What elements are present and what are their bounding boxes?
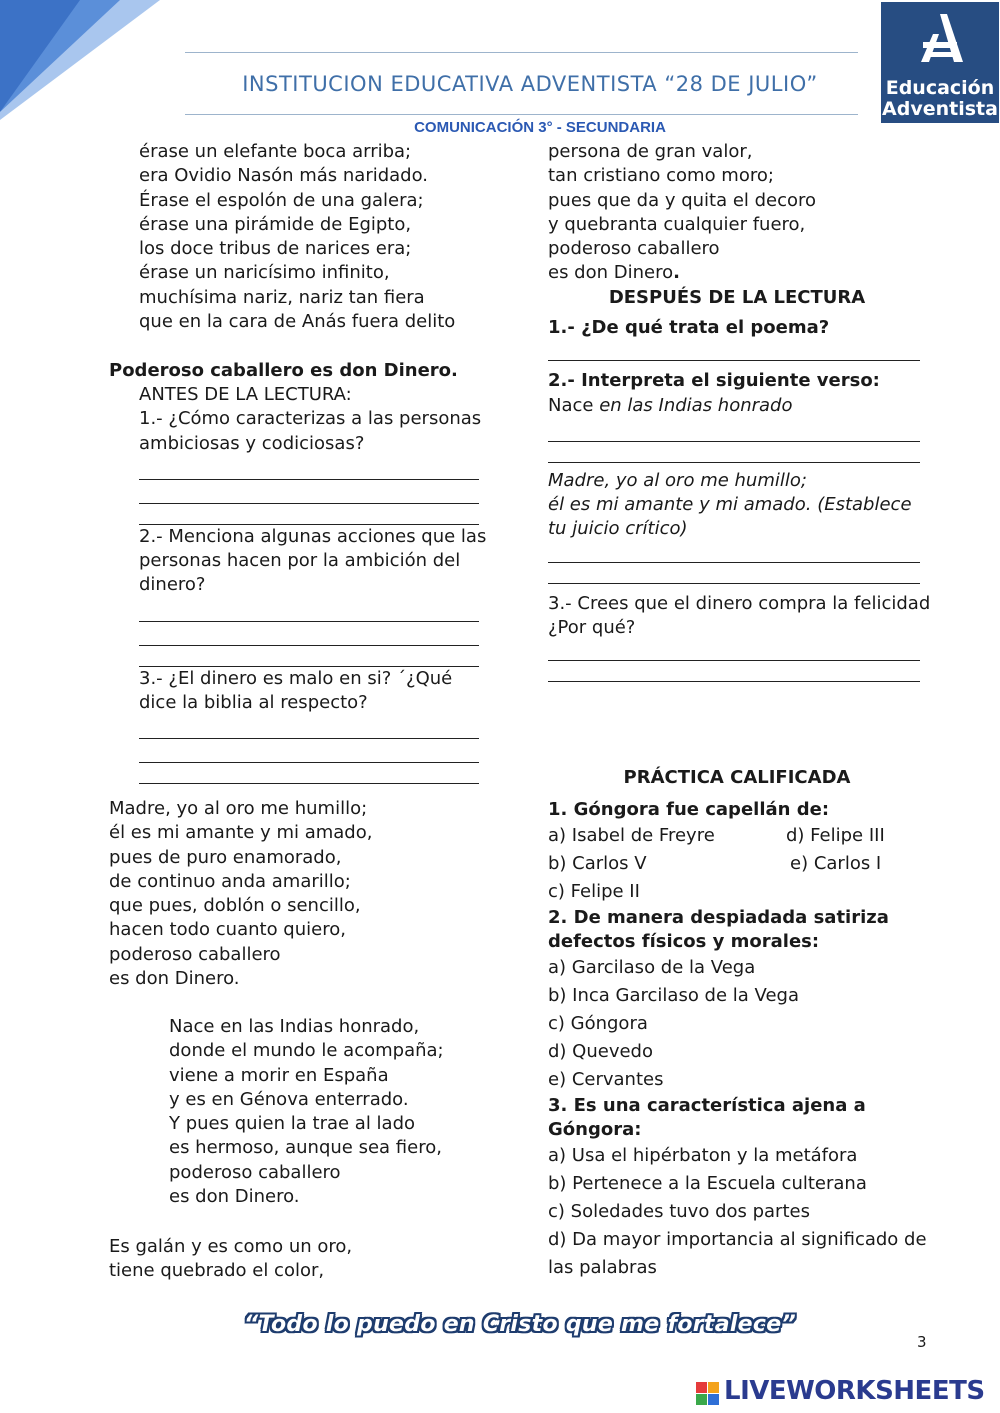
verse: y es en Génova enterrado.	[169, 1088, 409, 1110]
verse: de continuo anda amarillo;	[109, 870, 351, 892]
option-row	[548, 850, 928, 878]
verse: es don Dinero.	[169, 1186, 300, 1208]
brand-name: LIVEWORKSHEETS	[724, 1376, 985, 1406]
logo-line-2: Adventista	[882, 98, 998, 120]
question-2b-cont: tu juicio crítico)	[548, 518, 688, 540]
verse: que en la cara de Anás fuera delito	[139, 311, 456, 333]
stanza-1	[109, 797, 372, 991]
logo	[881, 2, 999, 123]
practice-question-1: 1. Góngora fue capellán de:	[548, 799, 830, 820]
option[interactable]: b) Pertenece a la Escuela culterana	[548, 1173, 867, 1194]
option[interactable]: d) Da mayor importancia al significado de	[548, 1229, 927, 1250]
question-2: 2.- Menciona algunas acciones que las	[139, 525, 487, 547]
practica-section	[548, 798, 928, 1282]
verse: poderoso caballero	[169, 1161, 341, 1183]
option-c[interactable]: c) Felipe II	[548, 881, 640, 902]
verse: los doce tribus de narices era;	[139, 238, 412, 260]
verse: muchísima nariz, nariz tan fiera	[139, 286, 425, 308]
question-3-cont: dice la biblia al respecto?	[139, 692, 368, 714]
verse: pues de puro enamorado,	[109, 846, 342, 868]
answer-line[interactable]	[139, 739, 479, 763]
verse: pues que da y quita el decoro	[548, 189, 817, 211]
option-e[interactable]: e) Carlos I	[790, 853, 882, 874]
practice-question-3: 3. Es una característica ajena a	[548, 1095, 866, 1116]
answer-line[interactable]	[548, 542, 920, 563]
left-poem-top	[139, 140, 455, 334]
despues-heading: DESPUÉS DE LA LECTURA	[608, 287, 866, 308]
answer-line[interactable]	[548, 442, 920, 463]
poem-title: Poderoso caballero es don Dinero.	[109, 360, 458, 381]
antes-heading: ANTES DE LA LECTURA:	[139, 384, 352, 405]
verse: persona de gran valor,	[548, 141, 753, 162]
verse: Es galán y es como un oro,	[109, 1236, 353, 1257]
answer-line[interactable]	[139, 598, 479, 622]
question-2b: Madre, yo al oro me humillo;	[548, 469, 807, 491]
brand-square-icon	[708, 1382, 719, 1393]
option-b[interactable]: b) Carlos V	[548, 853, 647, 874]
option[interactable]: d) Quevedo	[548, 1041, 653, 1062]
antes-section	[139, 383, 487, 784]
verse: que pues, doblón o sencillo,	[109, 895, 361, 917]
right-poem-top	[548, 140, 816, 286]
verse: Nace en las Indias honrado,	[169, 1016, 420, 1037]
option[interactable]: c) Góngora	[548, 1013, 648, 1034]
answer-line[interactable]	[548, 563, 920, 584]
stanza-3	[109, 1235, 352, 1284]
verse: érase un elefante boca arriba;	[139, 141, 412, 162]
practica-heading: PRÁCTICA CALIFICADA	[623, 767, 851, 788]
verse: poderoso caballero	[109, 943, 281, 965]
question-2b-cont: él es mi amante y mi amado. (Establece	[548, 494, 912, 516]
question-2-cont: dinero?	[139, 574, 206, 596]
verse: él es mi amante y mi amado,	[109, 822, 373, 844]
question-2-verse	[548, 394, 920, 418]
practice-question-3-cont: Góngora:	[548, 1119, 642, 1140]
verse: érase una pirámide de Egipto,	[139, 213, 412, 235]
option[interactable]: a) Usa el hipérbaton y la metáfora	[548, 1145, 858, 1166]
verse: es don Dinero.	[109, 968, 240, 990]
question-2-cont: personas hacen por la ambición del	[139, 550, 461, 572]
answer-line[interactable]	[139, 504, 479, 525]
question-1: 1.- ¿Cómo caracterizas a las personas	[139, 408, 482, 430]
option[interactable]: b) Inca Garcilaso de la Vega	[548, 985, 799, 1006]
brand-square-icon	[696, 1382, 707, 1393]
header-rule-top	[185, 52, 858, 53]
answer-line[interactable]	[139, 646, 479, 667]
verse: poderoso caballero	[548, 238, 720, 260]
answer-line[interactable]	[139, 622, 479, 646]
question-1: 1.- ¿De qué trata el poema?	[548, 317, 830, 338]
page-number: 3	[917, 1333, 927, 1351]
verse: era Ovidio Nasón más naridado.	[139, 165, 429, 187]
option-d[interactable]: d) Felipe III	[786, 825, 885, 846]
answer-line[interactable]	[139, 480, 479, 504]
motto: “Todo lo puedo en Cristo que me fortalece”	[244, 1312, 796, 1337]
practice-question-2: 2. De manera despiadada satiriza	[548, 907, 889, 928]
verse-italic: en las Indias honrado	[599, 394, 793, 416]
question-3: 3.- ¿El dinero es malo en si? ´¿Qué	[139, 667, 453, 689]
question-2: 2.- Interpreta el siguiente verso:	[548, 370, 880, 392]
verse: viene a morir en España	[169, 1064, 389, 1086]
school-name: INSTITUCION EDUCATIVA ADVENTISTA “28 DE JULIO”	[242, 72, 818, 96]
verse-plain: Nace	[548, 394, 600, 416]
verse: Madre, yo al oro me humillo;	[109, 798, 368, 819]
answer-line[interactable]	[548, 340, 920, 361]
stanza-2	[169, 1015, 444, 1209]
logo-mark-icon	[917, 12, 963, 64]
answer-line[interactable]	[548, 661, 920, 682]
verse: Érase el espolón de una galera;	[139, 189, 424, 211]
answer-line[interactable]	[139, 715, 479, 739]
verse: es hermoso, aunque sea fiero,	[169, 1137, 442, 1159]
verse: Y pues quien la trae al lado	[169, 1113, 416, 1135]
question-1-cont: ambiciosas y codiciosas?	[139, 432, 365, 454]
option-row	[548, 822, 928, 850]
verse: y quebranta cualquier fuero,	[548, 213, 806, 235]
option-a[interactable]: a) Isabel de Freyre	[548, 825, 715, 846]
question-3: 3.- Crees que el dinero compra la felicidad	[548, 592, 931, 614]
answer-line[interactable]	[139, 763, 479, 784]
subject-title: COMUNICACIÓN 3° - SECUNDARIA	[414, 119, 666, 136]
header-rule-bottom	[185, 114, 858, 115]
logo-line-1: Educación	[885, 77, 995, 99]
verse	[548, 261, 816, 285]
verse: érase un naricísimo infinito,	[139, 262, 390, 284]
question-3-cont: ¿Por qué?	[548, 617, 636, 639]
practice-question-2-cont: defectos físicos y morales:	[548, 931, 820, 952]
despues-section	[548, 316, 931, 682]
verse-text: es don Dinero	[548, 262, 674, 284]
answer-line[interactable]	[548, 640, 920, 661]
corner-decoration	[0, 0, 190, 120]
verse: donde el mundo le acompaña;	[169, 1040, 444, 1062]
brand-square-icon	[696, 1394, 707, 1405]
verse-end-dot: .	[673, 262, 680, 284]
option-cont: las palabras	[548, 1257, 657, 1278]
verse: hacen todo cuanto quiero,	[109, 919, 346, 941]
option[interactable]: e) Cervantes	[548, 1069, 664, 1090]
answer-line[interactable]	[139, 456, 479, 480]
option[interactable]: c) Soledades tuvo dos partes	[548, 1201, 810, 1222]
verse: tiene quebrado el color,	[109, 1260, 325, 1282]
answer-line[interactable]	[548, 418, 920, 442]
option[interactable]: a) Garcilaso de la Vega	[548, 957, 756, 978]
brand-square-icon	[708, 1394, 719, 1405]
verse: tan cristiano como moro;	[548, 165, 774, 187]
